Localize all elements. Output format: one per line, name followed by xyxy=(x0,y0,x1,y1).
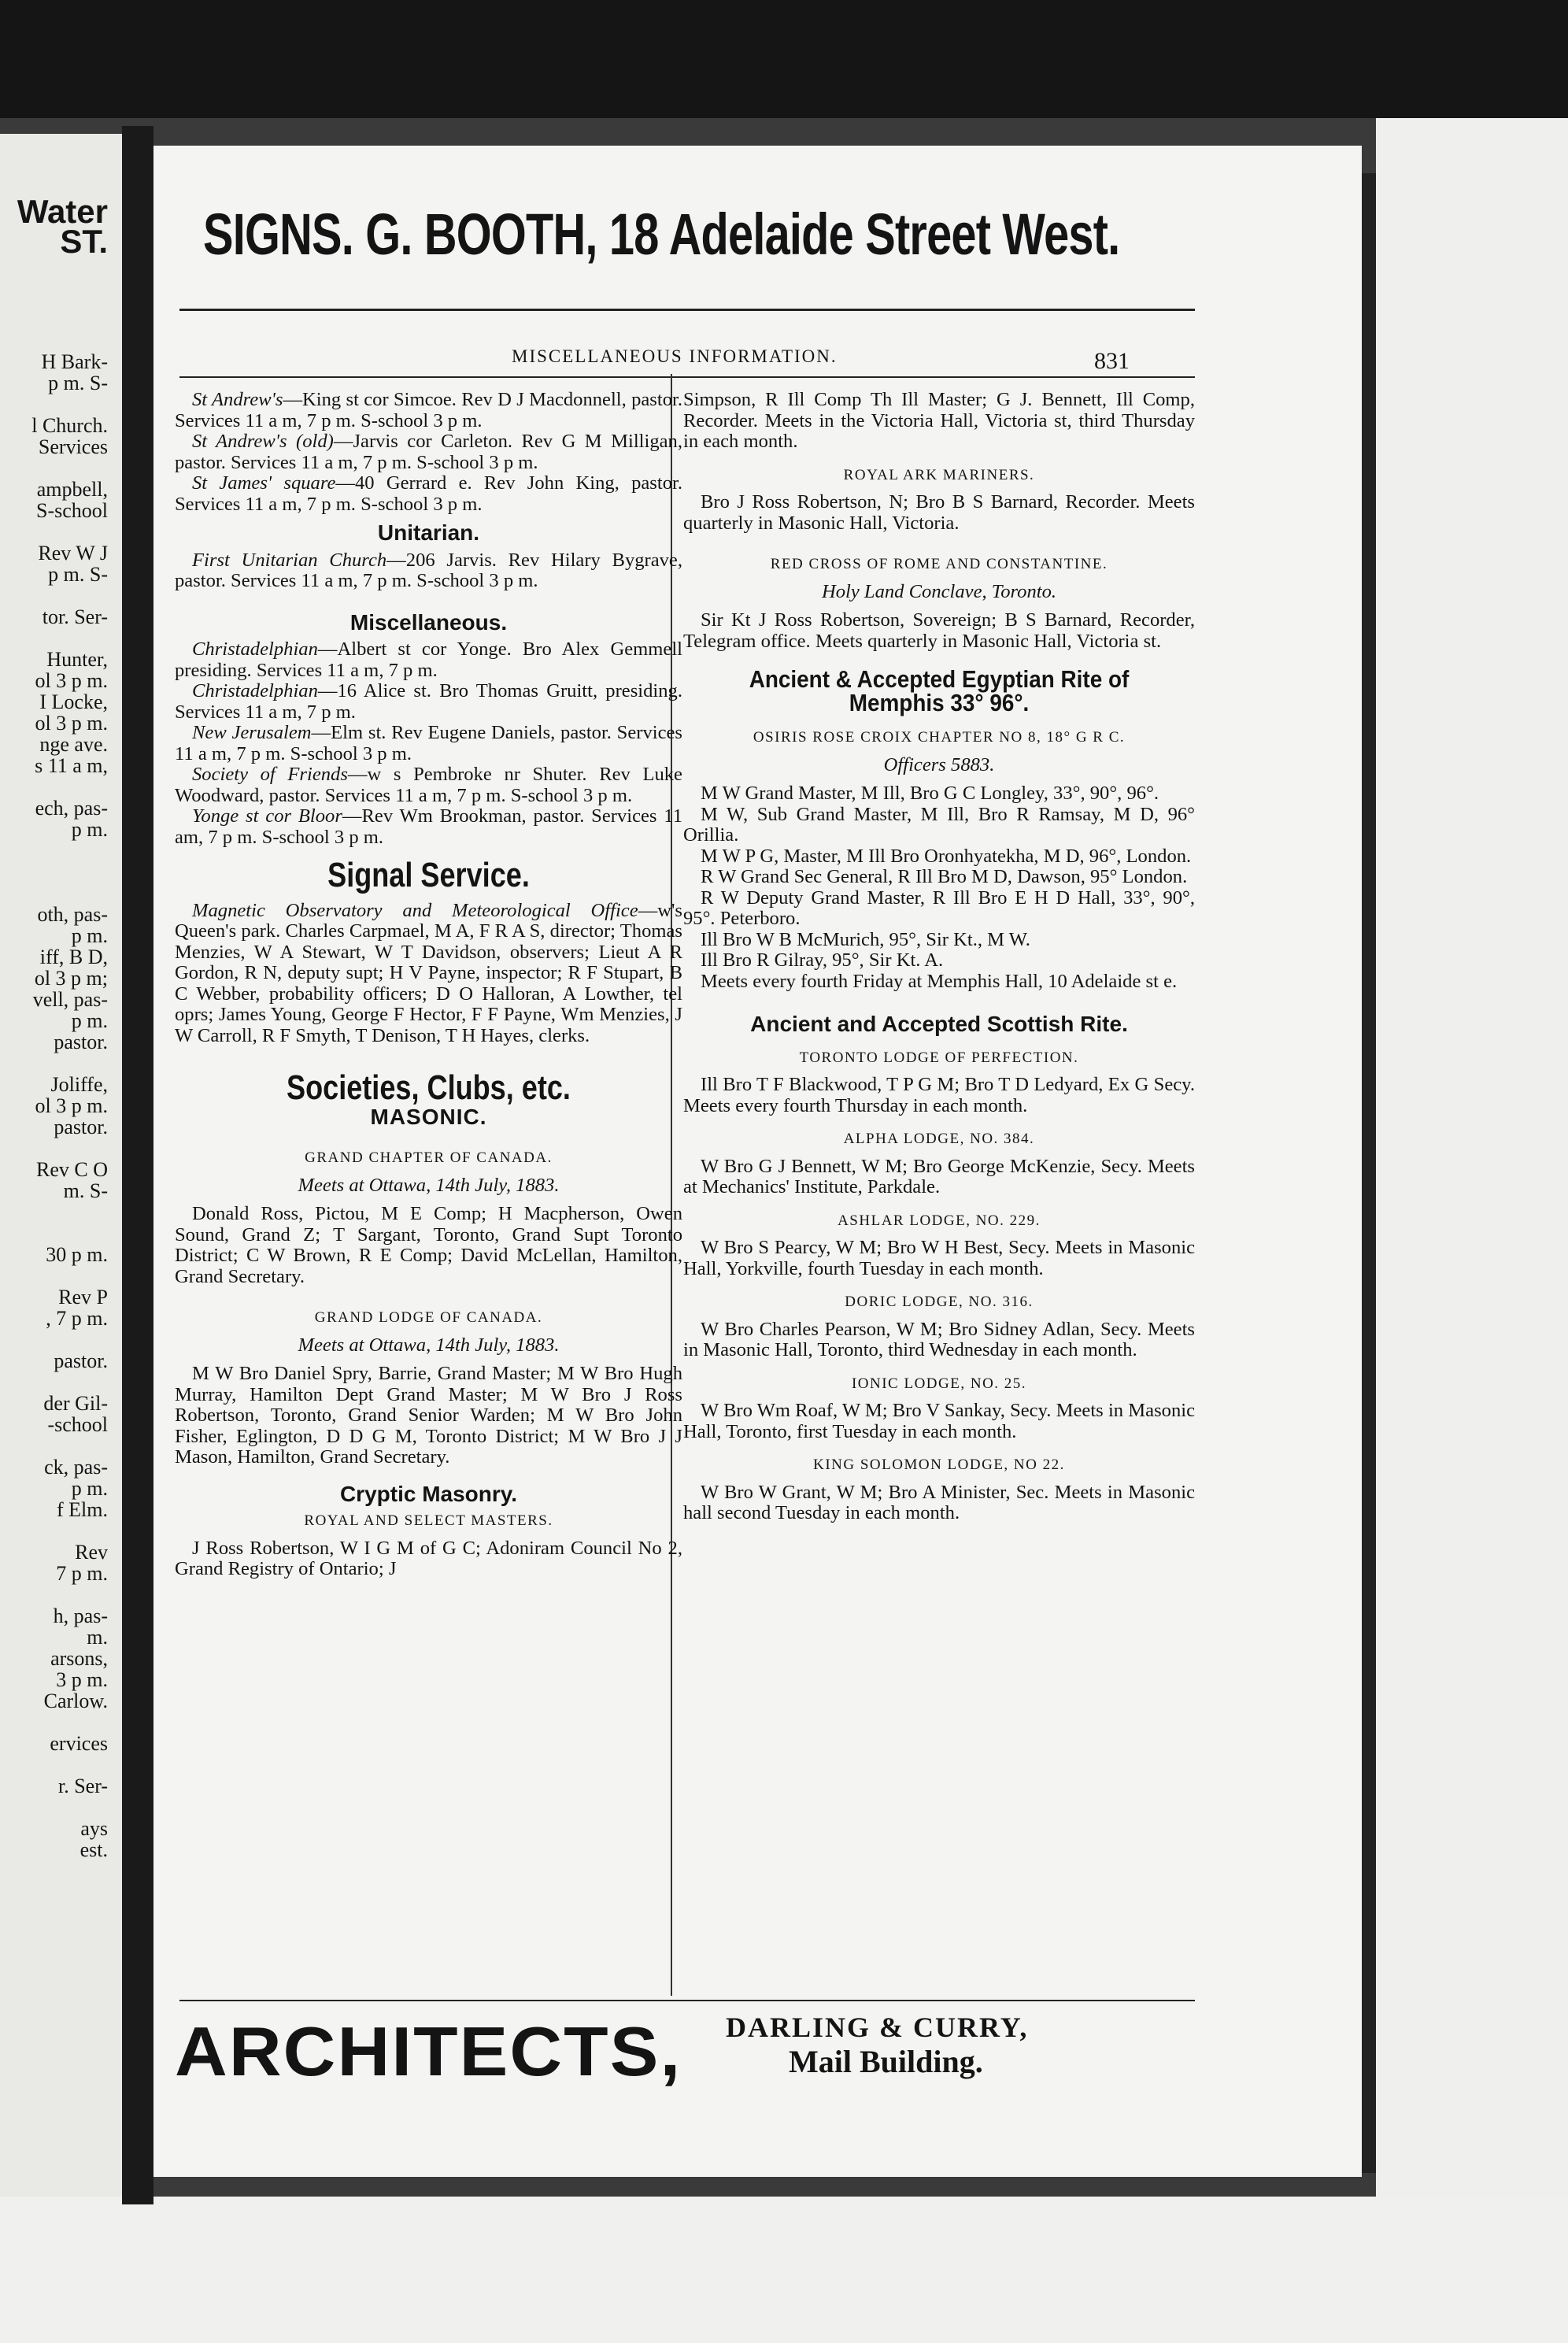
facing-page-fragment: r. Ser- xyxy=(57,1775,108,1797)
heading-scottish-rite: Ancient and Accepted Scottish Rite. xyxy=(750,1012,1128,1036)
footer-ad-firm: DARLING & CURRY, xyxy=(726,2012,1029,2043)
facing-page-fragment: ervices xyxy=(50,1732,108,1755)
entry-yonge-bloor: Yonge st cor Bloor—Rev Wm Brookman, pastor. Services 11 am, 7 p m. S-school 3 p m. xyxy=(175,805,682,848)
facing-page-fragment xyxy=(0,1797,122,1818)
facing-page-fragment xyxy=(0,1712,122,1733)
entry-st-james-square: St James' square—40 Gerrard e. Rev John King, pastor. Services 11 a m, 7 p m. S-school 3 p m. xyxy=(175,472,682,515)
facing-page-fragment: ampbell, xyxy=(36,478,108,501)
officer-sub-grand-master: M W, Sub Grand Master, M Ill, Bro R Ramsay, M D, 96° Orillia. xyxy=(683,803,1195,846)
header-rule xyxy=(179,309,1195,311)
facing-page-fragment xyxy=(0,1584,122,1605)
page-number: 831 xyxy=(1094,348,1130,374)
entry-doric-lodge: W Bro Charles Pearson, W M; Bro Sidney Adlan, Secy. Meets in Masonic Hall, Toronto, third Wednesday in each month. xyxy=(683,1318,1195,1360)
egyptian-meetings: Meets every fourth Friday at Memphis Hall, 10 Adelaide st e. xyxy=(701,970,1178,992)
facing-page-fragment: p m. S- xyxy=(48,563,108,586)
facing-page-fragment: Carlow. xyxy=(43,1690,108,1712)
entry-toronto-lodge: Ill Bro T F Blackwood, T P G M; Bro T D Ledyard, Ex G Secy. Meets every fourth Thursday in each month. xyxy=(683,1074,1195,1116)
facing-page-fragment: -school xyxy=(47,1413,108,1436)
officer-mcmurich: Ill Bro W B McMurich, 95°, Sir Kt., M W. xyxy=(701,928,1030,950)
column-top-rule xyxy=(179,376,1195,378)
facing-page-fragment: Rev C O xyxy=(36,1158,108,1181)
facing-page-fragments xyxy=(0,257,122,1860)
facing-page-fragment: p m. xyxy=(71,1009,108,1032)
facing-page-fragment: pastor. xyxy=(54,1349,108,1372)
facing-page-fragment xyxy=(0,1201,122,1223)
heading-unitarian: Unitarian. xyxy=(377,520,480,545)
heading-masonic: MASONIC. xyxy=(370,1104,487,1129)
entry-simpson: Simpson, R Ill Comp Th Ill Master; G J. Bennett, Ill Comp, Recorder. Meets in the Victoria Hall, Victoria st, third Thursday in each month. xyxy=(683,389,1195,452)
entry-ionic-lodge: W Bro Wm Roaf, W M; Bro V Sankay, Secy. Meets in Masonic Hall, Toronto, first Tuesday in each month. xyxy=(683,1400,1195,1442)
facing-page-fragment: p m. S- xyxy=(48,372,108,394)
facing-page-fragment: ol 3 p m. xyxy=(35,712,108,735)
entry-new-jerusalem: New Jerusalem—Elm st. Rev Eugene Daniels, pastor. Services 11 a m, 7 p m. S-school 3 p m. xyxy=(175,722,682,764)
facing-page-fragment: ays xyxy=(80,1817,108,1840)
scan-background xyxy=(1376,118,1568,2343)
heading-ionic-lodge: IONIC LODGE, NO. 25. xyxy=(851,1375,1027,1392)
entry-christadelphian-1: Christadelphian—Albert st cor Yonge. Bro Alex Gemmell presiding. Services 11 a m, 7 p m. xyxy=(175,638,682,681)
scan-border xyxy=(0,0,1568,118)
facing-page-fragment: nge ave. xyxy=(39,733,108,756)
facing-page-fragment xyxy=(0,521,122,542)
facing-page-fragment: ol 3 p m; xyxy=(34,967,108,990)
facing-page-fragment: , 7 p m. xyxy=(46,1307,108,1330)
facing-page-fragment: Hunter, xyxy=(46,648,108,671)
entry-st-andrews-old: St Andrew's (old)—Jarvis cor Carleton. Rev G M Milligan, pastor. Services 11 a m, 7 p m. S-school 3 p m. xyxy=(175,431,682,473)
facing-page-fragment: h, pas- xyxy=(53,1605,108,1627)
heading-societies: Societies, Clubs, etc. xyxy=(287,1068,571,1107)
facing-page-edge xyxy=(0,134,122,2197)
facing-page-fragment: tor. Ser- xyxy=(42,605,108,628)
heading-signal-service: Signal Service. xyxy=(327,856,530,894)
facing-page-fragment: ech, pas- xyxy=(35,797,108,820)
entry-grand-lodge: M W Bro Daniel Spry, Barrie, Grand Master; M W Bro Hugh Murray, Hamilton Dept Grand Master; M W Bro J Ross Robertson, Toronto, Grand Senior Warden; M W Bro John Fisher, Eglington, D D G M, Toronto District; M W Bro J J Mason, Hamilton, Grand Secretary. xyxy=(175,1363,682,1468)
facing-page-fragment xyxy=(0,1754,122,1775)
heading-grand-lodge: GRAND LODGE OF CANADA. xyxy=(314,1309,543,1326)
entry-ashlar-lodge: W Bro S Pearcy, W M; Bro W H Best, Secy. Meets in Masonic Hall, Yorkville, fourth Tuesday in each month. xyxy=(683,1237,1195,1279)
heading-king-solomon-lodge: KING SOLOMON LODGE, NO 22. xyxy=(813,1457,1065,1473)
facing-page-fragment: ol 3 p m. xyxy=(35,1094,108,1117)
heading-grand-chapter: GRAND CHAPTER OF CANADA. xyxy=(305,1149,553,1166)
entry-royal-ark: Bro J Ross Robertson, N; Bro B S Barnard, Recorder. Meets quarterly in Masonic Hall, Victoria. xyxy=(683,491,1195,534)
heading-cryptic-masonry: Cryptic Masonry. xyxy=(339,1481,518,1506)
facing-page-fragment: p m. xyxy=(71,1477,108,1500)
facing-page-fragment: l Church. xyxy=(31,414,108,437)
facing-page-fragment xyxy=(0,1435,122,1457)
footer-rule xyxy=(179,2000,1195,2001)
heading-alpha-lodge: ALPHA LODGE, NO. 384. xyxy=(843,1131,1035,1147)
entry-grand-chapter: Donald Ross, Pictou, M E Comp; H Macpherson, Owen Sound, Grand Z; T Sargant, Toronto, Grand Supt Toronto District; C W Brown, R E Comp; David McLellan, Hamilton, Grand Secretary. xyxy=(175,1203,682,1287)
heading-miscellaneous: Miscellaneous. xyxy=(349,609,508,635)
facing-page-fragment: oth, pas- xyxy=(37,903,108,926)
officer-past-grand: M W P G, Master, M Ill Bro Oronhyatekha, M D, 96°, London. xyxy=(701,845,1192,867)
facing-page-fragment xyxy=(0,1053,122,1074)
facing-page-fragment: m. S- xyxy=(63,1179,108,1202)
facing-page-fragment: m. xyxy=(87,1626,108,1649)
grand-chapter-meets: Meets at Ottawa, 14th July, 1883. xyxy=(298,1174,560,1196)
right-column xyxy=(683,390,1195,1524)
entry-christadelphian-2: Christadelphian—16 Alice st. Bro Thomas Gruitt, presiding. Services 11 a m, 7 p m. xyxy=(175,680,682,723)
facing-page-fragment: vell, pas- xyxy=(32,988,108,1011)
facing-page-fragment xyxy=(0,776,122,798)
heading-egyptian-rite: Ancient & Accepted Egyptian Rite of Memphis 33° 96°. xyxy=(749,665,1130,716)
entry-king-solomon-lodge: W Bro W Grant, W M; Bro A Minister, Sec. Meets in Masonic hall second Tuesday in each month. xyxy=(683,1481,1195,1523)
entry-society-of-friends: Society of Friends—w s Pembroke nr Shuter. Rev Luke Woodward, pastor. Services 11 a m, 7 p m. S-school 3 p m. xyxy=(175,764,682,806)
facing-page-fragment xyxy=(0,1223,122,1244)
entry-st-andrews: St Andrew's—King st cor Simcoe. Rev D J Macdonnell, pastor. Services 11 a m, 7 p m. S-school 3 p m. xyxy=(175,389,682,431)
officer-grand-master: M W Grand Master, M Ill, Bro G C Longley, 33°, 90°, 96°. xyxy=(701,783,1159,804)
entry-royal-select: J Ross Robertson, W I G M of G C; Adoniram Council No 2, Grand Registry of Ontario; J xyxy=(175,1537,682,1579)
facing-page-fragment: ck, pas- xyxy=(44,1456,108,1479)
heading-red-cross: RED CROSS OF ROME AND CONSTANTINE. xyxy=(770,556,1108,572)
officer-deputy-grand: R W Deputy Grand Master, R Ill Bro E H D Hall, 33°, 90°, 95°. Peterboro. xyxy=(683,886,1195,929)
running-head: MISCELLANEOUS INFORMATION. xyxy=(512,346,838,366)
heading-royal-select: ROYAL AND SELECT MASTERS. xyxy=(304,1512,553,1529)
heading-ashlar-lodge: ASHLAR LODGE, NO. 229. xyxy=(838,1212,1041,1229)
footer-advertisement xyxy=(175,2012,1029,2092)
heading-royal-ark: ROYAL ARK MARINERS. xyxy=(843,466,1035,483)
facing-page-heading: Water ST. xyxy=(17,193,108,260)
grand-lodge-meets: Meets at Ottawa, 14th July, 1883. xyxy=(298,1334,560,1356)
facing-page-fragment: 30 p m. xyxy=(46,1243,108,1266)
entry-red-cross: Sir Kt J Ross Robertson, Sovereign; B S Barnard, Recorder, Telegram office. Meets quarterly in Masonic Hall, Victoria st. xyxy=(683,609,1195,652)
book-gutter xyxy=(122,126,153,2204)
facing-page-fragment: Services xyxy=(38,435,108,458)
facing-page-fragment: Rev P xyxy=(58,1286,108,1308)
entry-alpha-lodge: W Bro G J Bennett, W M; Bro George McKenzie, Secy. Meets at Mechanics' Institute, Parkdale. xyxy=(683,1155,1195,1197)
facing-page-fragment xyxy=(0,585,122,606)
facing-page-fragment xyxy=(0,883,122,904)
left-column xyxy=(175,390,682,1580)
facing-page-fragment: 3 p m. xyxy=(56,1668,108,1691)
facing-page-fragment: S-school xyxy=(36,499,108,522)
facing-page-fragment: p m. xyxy=(71,924,108,947)
facing-page-fragment: arsons, xyxy=(50,1647,108,1670)
heading-osiris-chapter: OSIRIS ROSE CROIX CHAPTER NO 8, 18° G R C. xyxy=(753,729,1126,746)
facing-page-fragment xyxy=(0,1520,122,1542)
facing-page-fragment: H Bark- xyxy=(41,350,108,373)
facing-page-fragment xyxy=(0,394,122,415)
facing-page-fragment: pastor. xyxy=(54,1031,108,1053)
holy-land-conclave: Holy Land Conclave, Toronto. xyxy=(821,580,1057,602)
facing-page-fragment xyxy=(0,1265,122,1286)
heading-doric-lodge: DORIC LODGE, NO. 316. xyxy=(845,1294,1034,1310)
facing-page-fragment xyxy=(0,457,122,479)
facing-page-fragment: est. xyxy=(80,1838,108,1861)
entry-first-unitarian: First Unitarian Church—206 Jarvis. Rev Hilary Bygrave, pastor. Services 11 a m, 7 p m. S-school 3 p m. xyxy=(175,549,682,591)
page-edge-shadow xyxy=(1362,173,1376,2173)
facing-page-fragment xyxy=(0,1371,122,1393)
officer-grand-sec: R W Grand Sec General, R Ill Bro M D, Dawson, 95° London. xyxy=(701,866,1188,887)
officers-label: Officers 5883. xyxy=(883,753,995,775)
facing-page-fragment: 7 p m. xyxy=(56,1562,108,1585)
facing-page-fragment: pastor. xyxy=(54,1116,108,1138)
facing-page-fragment xyxy=(0,1138,122,1159)
officer-gilray: Ill Bro R Gilray, 95°, Sir Kt. A. xyxy=(701,949,944,971)
facing-page-fragment xyxy=(0,1329,122,1350)
scan-background-bottom xyxy=(0,2197,1568,2343)
footer-ad-architects: ARCHITECTS, xyxy=(175,2012,682,2090)
heading-toronto-lodge: TORONTO LODGE OF PERFECTION. xyxy=(799,1049,1079,1066)
facing-page-fragment: Rev W J xyxy=(38,542,108,564)
facing-page-fragment: Rev xyxy=(75,1541,108,1564)
facing-page-fragment: der Gil- xyxy=(43,1392,108,1415)
facing-page-fragment: Joliffe, xyxy=(50,1073,108,1096)
facing-page-fragment xyxy=(0,627,122,649)
facing-page-fragment: I Locke, xyxy=(39,690,108,713)
footer-ad-address: Mail Building. xyxy=(789,2044,983,2079)
facing-page-fragment: f Elm. xyxy=(57,1498,108,1521)
facing-page-fragment: s 11 a m, xyxy=(35,754,108,777)
entry-magnetic-observatory: Magnetic Observatory and Meteorological Office—w's Queen's park. Charles Carpmael, M A, F R A S, director; Thomas Menzies, W A Stewart, W T Davidson, observers; Lieut A R Gordon, R N, deputy supt; H V Payne, inspector; R F Stupart, B C Webber, probability officers; D O Halloran, A Lowther, tel oprs; James Young, George F Hector, F F Payne, Wm Menzies, J W Carroll, R F Smyth, T Denison, T H Hayes, clerks. xyxy=(175,899,682,1046)
facing-page-fragment: ol 3 p m. xyxy=(35,669,108,692)
facing-page-fragment: p m. xyxy=(71,818,108,841)
facing-page-fragment: iff, B D, xyxy=(39,946,108,968)
facing-page-fragment xyxy=(0,840,122,861)
header-advertisement: SIGNS. G. BOOTH, 18 Adelaide Street West. xyxy=(203,202,1120,267)
facing-page-fragment xyxy=(0,861,122,883)
